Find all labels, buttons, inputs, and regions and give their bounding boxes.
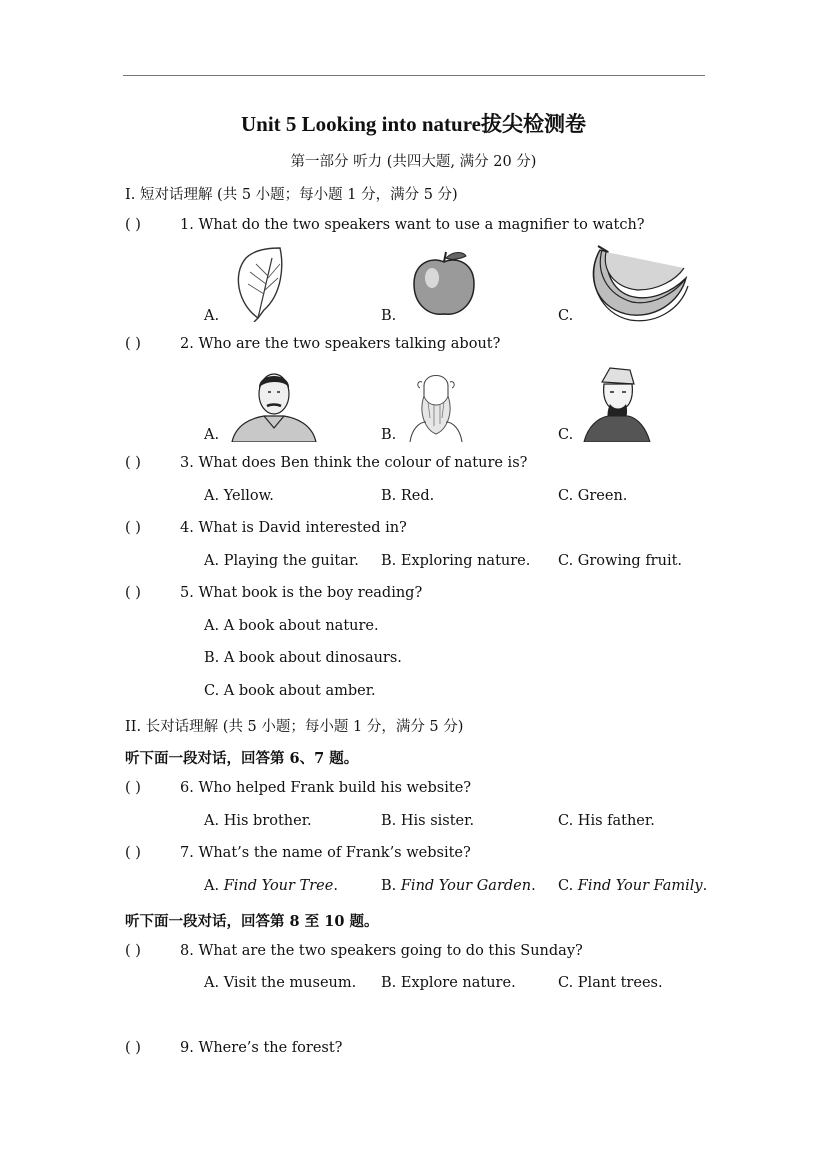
answer-blank[interactable]: ( ) xyxy=(125,217,141,233)
apple-icon xyxy=(408,248,480,320)
option-a: A. Visit the museum. xyxy=(204,975,357,991)
option-c: C. His father. xyxy=(558,813,655,829)
option-a: A. Find Your Tree. xyxy=(204,878,338,894)
option-c: C. Find Your Family. xyxy=(558,878,708,894)
question-3: 3. What does Ben think the colour of nature is? xyxy=(180,455,528,471)
option-a: A. Yellow. xyxy=(204,488,274,504)
question-5: 5. What book is the boy reading? xyxy=(180,585,423,601)
option-a: A. Playing the guitar. xyxy=(204,553,359,569)
question-6: 6. Who helped Frank build his website? xyxy=(180,780,472,796)
answer-blank[interactable]: ( ) xyxy=(125,336,141,352)
listening-instruction: 听下面一段对话，回答第 6、7 题。 xyxy=(125,750,359,767)
header-rule xyxy=(123,75,705,76)
option-b: B. xyxy=(381,427,397,443)
option-c: C. Growing fruit. xyxy=(558,553,683,569)
option-c: C. A book about amber. xyxy=(204,683,376,699)
option-b: B. Find Your Garden. xyxy=(381,878,536,894)
man-portrait-icon xyxy=(230,366,318,442)
option-c: C. xyxy=(558,308,574,324)
option-b: B. Exploring nature. xyxy=(381,553,531,569)
leaf-icon xyxy=(228,244,290,322)
option-b: B. Red. xyxy=(381,488,435,504)
listening-instruction: 听下面一段对话，回答第 8 至 10 题。 xyxy=(125,913,379,930)
option-a: A. xyxy=(204,308,220,324)
page-title: Unit 5 Looking into nature拔尖检测卷 xyxy=(241,112,586,136)
question-9: 9. Where’s the forest? xyxy=(180,1040,343,1056)
answer-blank[interactable]: ( ) xyxy=(125,943,141,959)
banana-icon xyxy=(580,244,692,324)
option-b: B. xyxy=(381,308,397,324)
bearded-man-icon xyxy=(404,368,468,442)
option-b: B. His sister. xyxy=(381,813,475,829)
question-8: 8. What are the two speakers going to do this Sunday? xyxy=(180,943,583,959)
option-a: A. A book about nature. xyxy=(204,618,379,634)
section-2-heading: II. 长对话理解 (共 5 小题；每小题 1 分，满分 5 分) xyxy=(125,719,464,735)
answer-blank[interactable]: ( ) xyxy=(125,520,141,536)
option-a: A. xyxy=(204,427,220,443)
question-1: 1. What do the two speakers want to use a magnifier to watch? xyxy=(180,217,645,233)
option-c: C. Green. xyxy=(558,488,628,504)
question-2: 2. Who are the two speakers talking about? xyxy=(180,336,501,352)
question-4: 4. What is David interested in? xyxy=(180,520,407,536)
option-b: B. A book about dinosaurs. xyxy=(204,650,402,666)
answer-blank[interactable]: ( ) xyxy=(125,780,141,796)
answer-blank[interactable]: ( ) xyxy=(125,1040,141,1056)
answer-blank[interactable]: ( ) xyxy=(125,585,141,601)
option-b: B. Explore nature. xyxy=(381,975,516,991)
answer-blank[interactable]: ( ) xyxy=(125,455,141,471)
section-1-heading: I. 短对话理解 (共 5 小题；每小题 1 分，满分 5 分) xyxy=(125,187,458,203)
option-a: A. His brother. xyxy=(204,813,312,829)
question-7: 7. What’s the name of Frank’s website? xyxy=(180,845,471,861)
ancient-scholar-icon xyxy=(580,366,652,442)
answer-blank[interactable]: ( ) xyxy=(125,845,141,861)
option-c: C. Plant trees. xyxy=(558,975,663,991)
part-heading: 第一部分 听力 (共四大题, 满分 20 分) xyxy=(290,154,537,170)
option-c: C. xyxy=(558,427,574,443)
